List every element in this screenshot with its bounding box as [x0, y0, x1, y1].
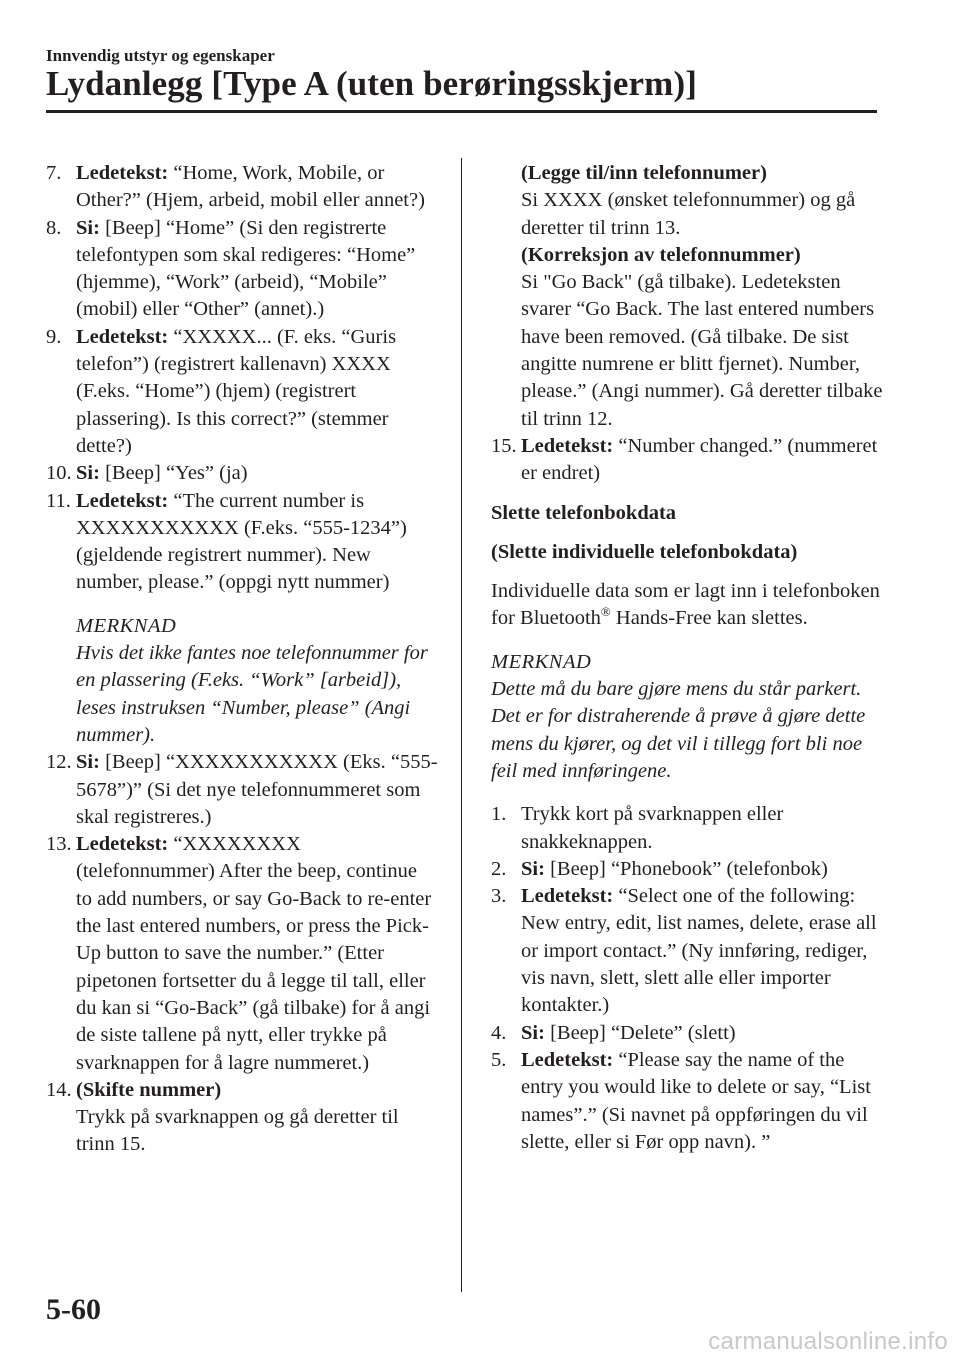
heading-delete-phonebook: Slette telefonbokdata [491, 501, 677, 524]
step-lead: Si: [521, 857, 545, 880]
intro-paragraph [491, 578, 883, 633]
step-text: [Beep] “Delete” (slett) [544, 1021, 736, 1044]
section-label: Innvendig utstyr og egenskaper [46, 46, 275, 65]
heading-delete-individual: (Slette individuelle telefonbokdata) [491, 540, 798, 563]
intro-text-b: Hands-Free kan slettes. [610, 607, 808, 630]
step-12 [46, 749, 438, 831]
note-title: MERKNAD [76, 614, 177, 637]
step-lead: Ledetekst: [76, 833, 169, 856]
correction-text: Si "Go Back" (gå tilbake). Ledeteksten svarer “Go Back. The last entered numbers have been removed. (Gå tilbake. De sist angitte numrene er blitt fjernet). Number, please.” (Angi nummer). Gå deretter tilbake til trinn 12. [521, 271, 883, 430]
add-number-text: Si XXXX (ønsket telefonnummer) og gå deretter til trinn 13. [521, 189, 856, 239]
note-block [491, 649, 883, 785]
left-column [46, 160, 438, 1159]
step-number: 13. [46, 833, 72, 856]
note-text: Hvis det ikke fantes noe telefonnummer for en plassering (F.eks. “Work” [arbeid]), leses instruksen “Number, please” (Angi nummer). [76, 642, 428, 746]
step-lead: Si: [76, 462, 100, 485]
step-7 [46, 160, 438, 215]
step-10 [46, 460, 438, 487]
step-number: 3. [491, 885, 507, 908]
step-lead: Ledetekst: [76, 489, 169, 512]
registered-mark: ® [600, 604, 611, 620]
step-lead: (Skifte nummer) [76, 1078, 222, 1101]
step-number: 15. [491, 434, 517, 457]
step-lead: Ledetekst: [76, 162, 169, 184]
step-8 [46, 215, 438, 324]
step-number: 4. [491, 1021, 507, 1044]
step-number: 8. [46, 216, 62, 239]
step-text: Trykk på svarknappen og gå deretter til trinn 15. [76, 1106, 399, 1156]
step-2 [491, 856, 883, 883]
step-number: 1. [491, 803, 507, 826]
step-9 [46, 324, 438, 460]
title-rule [46, 110, 877, 113]
step-text: [Beep] “XXXXXXXXXXX (Eks. “555-5678”)” (Si det nye telefonnummeret som skal registreres.) [76, 751, 438, 828]
column-divider [461, 158, 462, 1292]
step-3 [491, 883, 883, 1019]
step-lead: Ledetekst: [521, 434, 614, 457]
note-block [76, 613, 438, 749]
watermark: carmanualsonline.info [708, 1328, 948, 1355]
step-lead: Ledetekst: [521, 885, 614, 908]
intro-text-a: Individuelle data som er lagt inn i telefonboken for Bluetooth [491, 580, 880, 630]
step-15 [491, 433, 883, 488]
add-number-block [491, 160, 883, 433]
add-number-heading: (Legge til/inn telefonnumer) [521, 162, 767, 184]
step-14 [46, 1077, 438, 1159]
step-lead: Si: [76, 216, 100, 239]
step-lead: Si: [76, 751, 100, 774]
page-number: 5-60 [46, 1293, 101, 1326]
step-number: 11. [46, 489, 71, 512]
step-text: Trykk kort på svarknappen eller snakkeknappen. [521, 803, 784, 853]
step-text: “XXXXXXXX (telefonnummer) After the beep, continue to add numbers, or say Go-Back to re-enter the last entered numbers, or press the Pick-Up button to save the number.” (Etter pipetonen fortsetter du å legge til tall, eller du kan si “Go-Back” (gå tilbake) for å angi de siste tallene på nytt, eller trykke på svarknappen for å lagre nummeret.) [76, 833, 432, 1074]
step-text: “Please say the name of the entry you would like to delete or say, “List names”.” (Si navnet på oppføringen du vil slette, eller si Før opp navn). ” [521, 1048, 871, 1153]
step-text: “The current number is XXXXXXXXXXX (F.eks. “555-1234”) (gjeldende registrert nummer). New number, please.” (oppgi nytt nummer) [76, 489, 407, 594]
correction-heading: (Korreksjon av telefonnummer) [521, 243, 801, 266]
step-lead: Si: [521, 1021, 545, 1044]
right-column [491, 160, 883, 1156]
step-text: “Home, Work, Mobile, or Other?” (Hjem, arbeid, mobil eller annet?) [76, 162, 425, 212]
step-text: [Beep] “Home” (Si den registrerte telefontypen som skal redigeres: “Home” (hjemme), “Work” (arbeid), “Mobile” (mobil) eller “Other” (annet).) [76, 216, 416, 321]
step-text: [Beep] “Yes” (ja) [99, 462, 248, 485]
note-title: MERKNAD [491, 650, 592, 673]
step-13 [46, 831, 438, 1077]
step-number: 2. [491, 857, 507, 880]
step-lead: Ledetekst: [521, 1048, 614, 1071]
step-number: 5. [491, 1048, 507, 1071]
step-11 [46, 488, 438, 597]
step-4 [491, 1020, 883, 1047]
step-text: “Number changed.” (nummeret er endret) [521, 434, 878, 485]
step-lead: Ledetekst: [76, 325, 169, 348]
step-number: 9. [46, 325, 62, 348]
step-number: 10. [46, 462, 72, 485]
step-text: “XXXXX... (F. eks. “Guris telefon”) (registrert kallenavn) XXXX (F.eks. “Home”) (hjem) (registrert plassering). Is this correct?” (stemmer dette?) [76, 325, 397, 457]
step-5 [491, 1047, 883, 1156]
step-text: “Select one of the following: New entry, edit, list names, delete, erase all or import contact.” (Ny innføring, rediger, vis navn, slett, slett alle eller importer kontakter.) [521, 885, 877, 1017]
note-text: Dette må du bare gjøre mens du står parkert. Det er for distraherende å prøve å gjøre dette mens du kjører, og det vil i tillegg fort bli noe feil med innføringene. [491, 678, 866, 782]
step-text: [Beep] “Phonebook” (telefonbok) [544, 857, 828, 880]
page-title: Lydanlegg [Type A (uten berøringsskjerm)] [46, 64, 697, 103]
step-number: 7. [46, 162, 62, 184]
step-number: 12. [46, 751, 72, 774]
step-number: 14. [46, 1078, 72, 1101]
step-1 [491, 801, 883, 856]
